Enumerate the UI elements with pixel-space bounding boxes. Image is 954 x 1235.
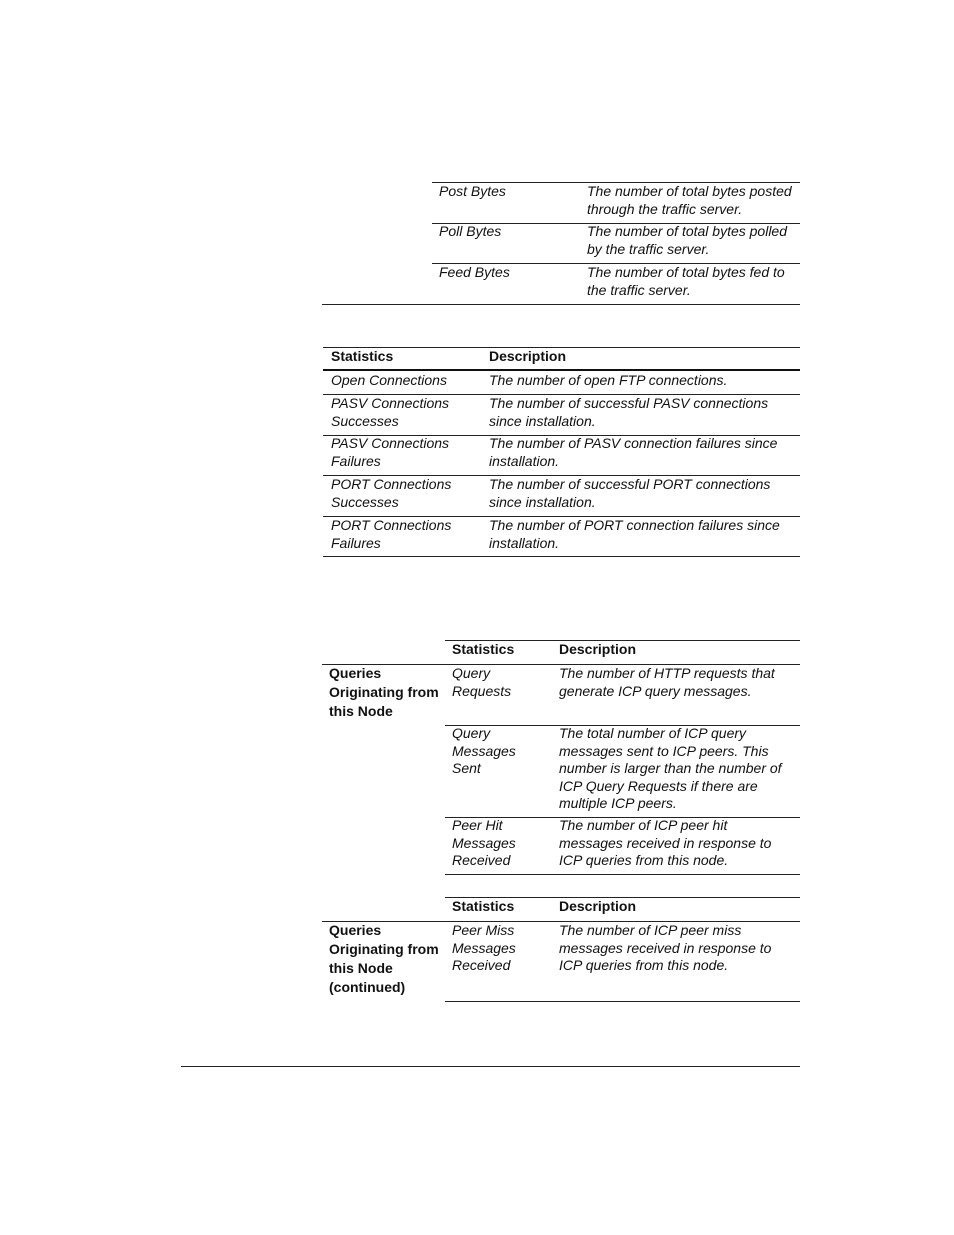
stat-description: The number of ICP peer hit messages received in response to ICP queries from this node. [559, 817, 772, 868]
stat-name: PASV Connections Successes [331, 395, 450, 429]
stat-description: The number of successful PORT connections since installation. [489, 476, 771, 510]
group-label: Queries Originating from this Node [329, 665, 439, 719]
stat-description: The number of ICP peer miss messages received in response to ICP queries from this node. [559, 922, 772, 973]
stat-name: Post Bytes [439, 183, 506, 199]
header-rule [323, 369, 800, 371]
stat-name: Query Requests [452, 665, 512, 699]
header-description: Description [559, 898, 637, 914]
stat-description: The number of PORT connection failures since installation. [489, 517, 780, 551]
stat-name: PORT Connections Successes [331, 476, 452, 510]
stat-name: Poll Bytes [439, 223, 502, 239]
stat-description: The number of open FTP connections. [489, 372, 728, 388]
header-statistics: Statistics [452, 898, 515, 914]
header-statistics: Statistics [452, 641, 515, 657]
table-bottom-rule [445, 1001, 800, 1002]
stat-name: Peer Miss Messages Received [452, 922, 516, 973]
stat-description: The number of total bytes posted through the traffic server. [587, 183, 792, 217]
stat-description: The number of total bytes fed to the traffic server. [587, 264, 785, 298]
stat-description: The number of HTTP requests that generate ICP query messages. [559, 665, 775, 699]
header-description: Description [489, 348, 567, 364]
stat-name: Feed Bytes [439, 264, 510, 280]
table-bottom-rule [445, 874, 800, 875]
stat-name: PORT Connections Failures [331, 517, 452, 551]
group-label: Queries Originating from this Node (continued) [329, 922, 439, 995]
stat-name: PASV Connections Failures [331, 435, 450, 469]
footer-rule [181, 1066, 800, 1067]
stat-description: The total number of ICP query messages sent to ICP peers. This number is larger than the number of ICP Query Requests if there are multiple ICP peers. [559, 725, 782, 811]
header-statistics: Statistics [331, 348, 394, 364]
header-description: Description [559, 641, 637, 657]
stat-description: The number of successful PASV connections since installation. [489, 395, 769, 429]
stat-name: Peer Hit Messages Received [452, 817, 516, 868]
table-bottom-rule [322, 304, 800, 305]
stat-name: Open Connections [331, 372, 447, 388]
stat-description: The number of PASV connection failures since installation. [489, 435, 778, 469]
stat-description: The number of total bytes polled by the traffic server. [587, 223, 788, 257]
table-bottom-rule [323, 556, 800, 557]
stat-name: Query Messages Sent [452, 725, 516, 776]
